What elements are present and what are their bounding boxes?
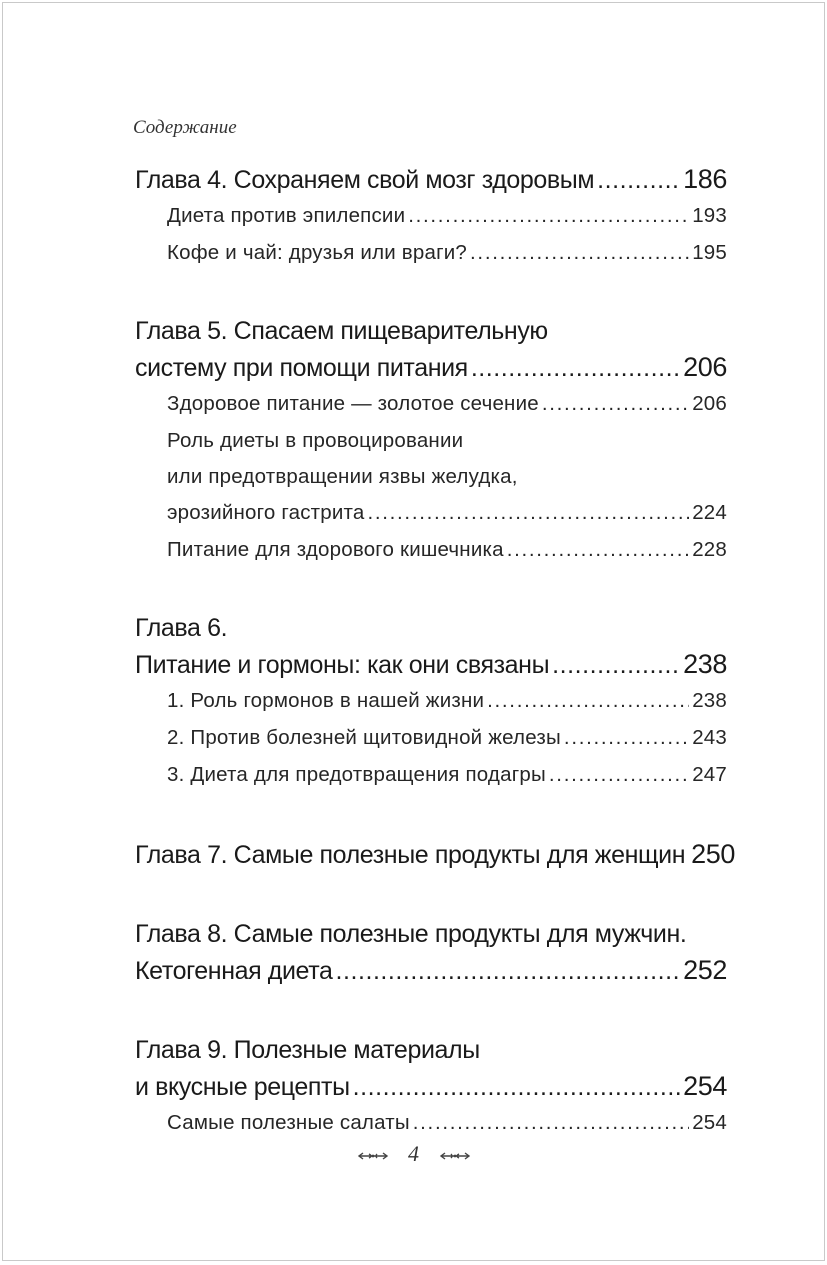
dot-leader bbox=[542, 386, 689, 422]
toc-section bbox=[167, 757, 727, 793]
chapter-title: систему при помощи питания bbox=[135, 354, 468, 382]
page-number: 252 bbox=[683, 955, 727, 985]
toc-section bbox=[167, 683, 727, 719]
chapter-title: Глава 4. Сохраняем свой мозг здоровым bbox=[135, 166, 595, 194]
toc-section bbox=[167, 386, 727, 422]
page-number-folio: 4 bbox=[408, 1141, 419, 1166]
page-number: 243 bbox=[692, 726, 727, 749]
dot-leader bbox=[487, 683, 689, 719]
chapter-title: Глава 5. Спасаем пищеварительную bbox=[135, 317, 548, 345]
page-number: 193 bbox=[692, 204, 727, 227]
toc-section bbox=[167, 235, 727, 271]
page-number: 206 bbox=[692, 392, 727, 415]
toc-section bbox=[167, 423, 727, 531]
page-number: 228 bbox=[692, 538, 727, 561]
toc-chapter-4 bbox=[135, 161, 727, 271]
dot-leader bbox=[413, 1105, 689, 1141]
ornament-right-icon bbox=[437, 1150, 471, 1162]
dot-leader bbox=[564, 720, 689, 756]
section-title: 3. Диета для предотвращения подагры bbox=[167, 763, 546, 786]
dot-leader bbox=[470, 235, 689, 271]
page-number: 195 bbox=[692, 241, 727, 264]
toc-section bbox=[167, 720, 727, 756]
dot-leader bbox=[335, 953, 680, 989]
toc-chapter-line bbox=[135, 916, 727, 952]
chapter-title: Глава 8. Самые полезные продукты для мужчин. bbox=[135, 920, 687, 948]
section-title: Кофе и чай: друзья или враги? bbox=[167, 241, 468, 264]
section-title: Роль диеты в провоцировании bbox=[167, 429, 464, 452]
page-number: 186 bbox=[683, 164, 727, 194]
toc-chapter-line bbox=[135, 313, 727, 349]
ornament-left-icon bbox=[357, 1150, 391, 1162]
toc-section bbox=[167, 1105, 727, 1141]
toc-chapter-line bbox=[135, 1068, 727, 1105]
section-title: 2. Против болезней щитовидной железы bbox=[167, 726, 561, 749]
toc-chapter-9 bbox=[135, 1032, 727, 1141]
running-head: Содержание bbox=[133, 117, 237, 138]
dot-leader bbox=[552, 647, 680, 683]
table-of-contents bbox=[135, 161, 735, 1141]
toc-chapter-line bbox=[135, 952, 727, 989]
chapter-title: Питание и гормоны: как они связаны bbox=[135, 651, 550, 679]
page-number: 254 bbox=[683, 1071, 727, 1101]
page-number: 247 bbox=[692, 763, 727, 786]
page-number: 254 bbox=[692, 1111, 727, 1134]
dot-leader bbox=[549, 757, 689, 793]
book-page bbox=[2, 2, 825, 1261]
section-title: Здоровое питание — золотое сечение bbox=[167, 392, 539, 415]
section-title: 1. Роль гормонов в нашей жизни bbox=[167, 689, 485, 712]
toc-chapter-5 bbox=[135, 313, 727, 568]
toc-chapter-line bbox=[135, 646, 727, 683]
dot-leader bbox=[367, 495, 689, 531]
chapter-title: Кетогенная диета bbox=[135, 957, 333, 985]
toc-chapter-line bbox=[135, 349, 727, 386]
page-folio bbox=[3, 1141, 824, 1167]
toc-chapter-8 bbox=[135, 916, 727, 989]
dot-leader bbox=[408, 198, 689, 234]
page-number: 224 bbox=[692, 501, 727, 524]
chapter-title: Глава 7. Самые полезные продукты для женщин bbox=[135, 841, 686, 869]
dot-leader bbox=[597, 162, 680, 198]
section-title: Самые полезные салаты bbox=[167, 1111, 410, 1134]
toc-chapter-6 bbox=[135, 610, 727, 793]
dot-leader bbox=[471, 350, 680, 386]
section-title: Диета против эпилепсии bbox=[167, 204, 406, 227]
page-number: 238 bbox=[683, 649, 727, 679]
chapter-title: Глава 9. Полезные материалы bbox=[135, 1036, 480, 1064]
section-title: эрозийного гастрита bbox=[167, 501, 365, 524]
chapter-title: Глава 6. bbox=[135, 614, 228, 642]
toc-chapter-line bbox=[135, 836, 735, 873]
toc-chapter-line bbox=[135, 610, 727, 646]
toc-chapter-line bbox=[135, 1032, 727, 1068]
toc-chapter-7 bbox=[135, 836, 735, 873]
page-number: 238 bbox=[692, 689, 727, 712]
section-title: Питание для здорового кишечника bbox=[167, 538, 504, 561]
toc-section bbox=[167, 198, 727, 234]
dot-leader bbox=[353, 1069, 680, 1105]
toc-section bbox=[167, 532, 727, 568]
section-title: или предотвращении язвы желудка, bbox=[167, 465, 518, 488]
page-number: 250 bbox=[691, 839, 735, 869]
chapter-title: и вкусные рецепты bbox=[135, 1073, 350, 1101]
dot-leader bbox=[507, 532, 689, 568]
page-number: 206 bbox=[683, 352, 727, 382]
toc-chapter-line bbox=[135, 161, 727, 198]
